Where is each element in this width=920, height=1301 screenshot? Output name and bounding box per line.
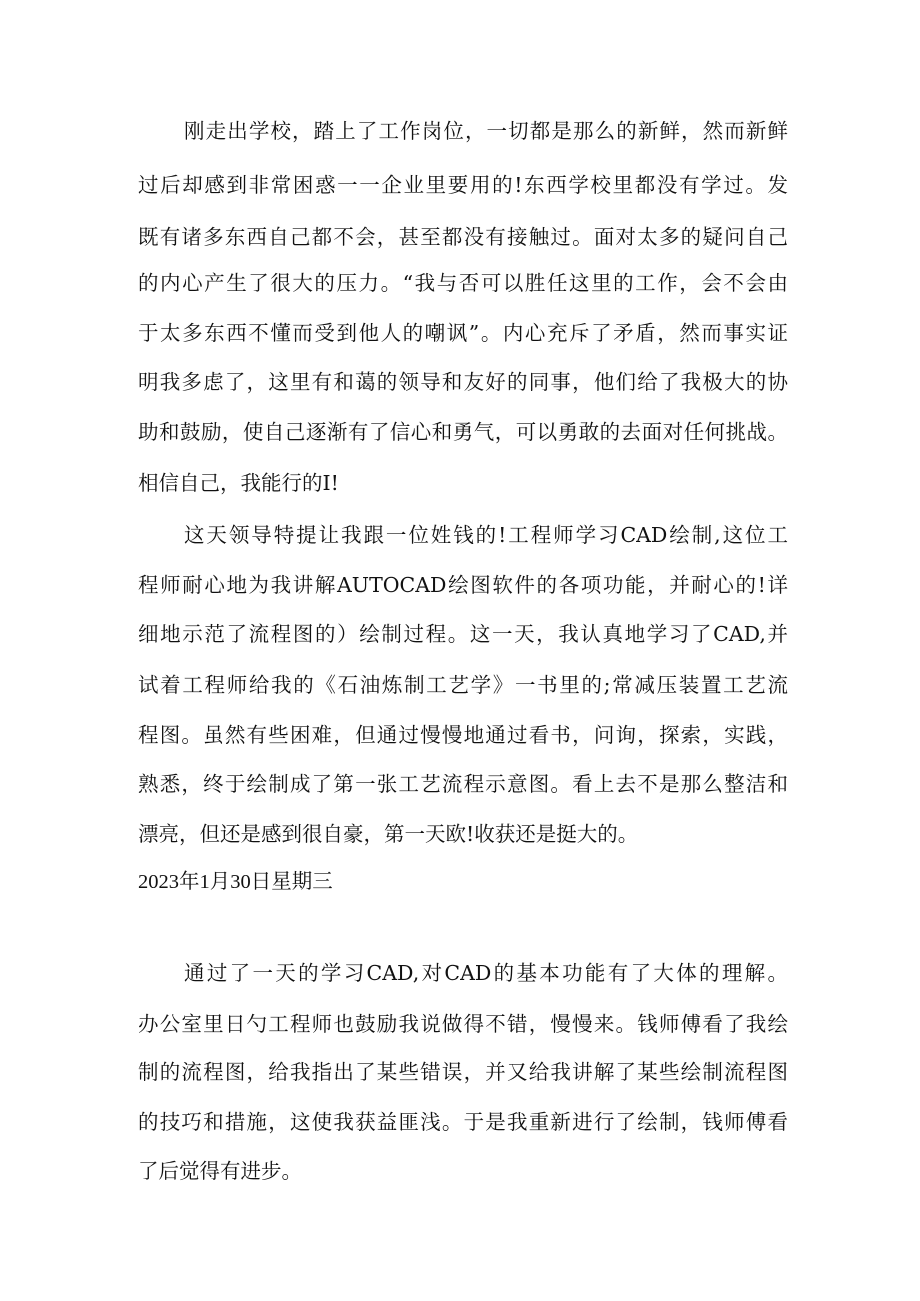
paragraph-1-line-1: 刚走出学校，踏上了工作岗位，一切都是那么的新鲜，然而新鲜 <box>184 119 788 143</box>
paragraph-1-line-3: 既有诸多东西自己都不会，甚至都没有接触过。面对太多的疑问自己 <box>138 225 788 249</box>
paragraph-1-line-5: 于太多东西不懂而受到他人的嘲讽”。内心充斥了矛盾，然而事实证 <box>138 321 788 345</box>
paragraph-3-line-1: 通过了一天的学习CAD,对CAD的基本功能有了大体的理解。 <box>184 961 788 985</box>
paragraph-1-line-4: 的内心产生了很大的压力。“我与否可以胜任这里的工作，会不会由 <box>138 271 788 295</box>
paragraph-1-line-8: 相信自己，我能行的I! <box>138 471 339 495</box>
paragraph-2-line-5: 程图。虽然有些困难，但通过慢慢地通过看书，问询，探索，实践， <box>138 723 788 747</box>
paragraph-2-line-4: 试着工程师给我的《石油炼制工艺学》一书里的;常减压装置工艺流 <box>138 673 788 697</box>
paragraph-2-line-3: 细地示范了流程图的）绘制过程。这一天，我认真地学习了CAD,并 <box>138 622 788 646</box>
paragraph-2-line-2: 程师耐心地为我讲解AUTOCAD绘图软件的各项功能，并耐心的!详 <box>138 573 788 597</box>
paragraph-1-line-2: 过后却感到非常困惑一一企业里要用的!东西学校里都没有学过。发 <box>138 173 788 197</box>
paragraph-3-line-2: 办公室里日勺工程师也鼓励我说做得不错，慢慢来。钱师傅看了我绘 <box>138 1012 788 1036</box>
paragraph-3-line-3: 制的流程图，给我指出了某些错误，并又给我讲解了某些绘制流程图 <box>138 1060 788 1084</box>
paragraph-2-line-6: 熟悉，终于绘制成了第一张工艺流程示意图。看上去不是那么整洁和 <box>138 772 788 796</box>
paragraph-2-line-1: 这天领导特提让我跟一位姓钱的!工程师学习CAD绘制,这位工 <box>184 523 788 547</box>
paragraph-1-line-6: 明我多虑了，这里有和蔼的领导和友好的同事，他们给了我极大的协 <box>138 370 788 394</box>
paragraph-1-line-7: 助和鼓励，使自己逐渐有了信心和勇气，可以勇敢的去面对任何挑战。 <box>138 420 788 444</box>
paragraph-3-line-5: 了后觉得有进步。 <box>138 1159 302 1183</box>
paragraph-3-line-4: 的技巧和措施，这使我获益匪浅。于是我重新进行了绘制，钱师傅看 <box>138 1110 788 1134</box>
date-heading: 2023年1月30日星期三 <box>138 871 333 893</box>
paragraph-2-line-7: 漂亮，但还是感到很自豪，第一天欧!收获还是挺大的。 <box>138 822 639 846</box>
